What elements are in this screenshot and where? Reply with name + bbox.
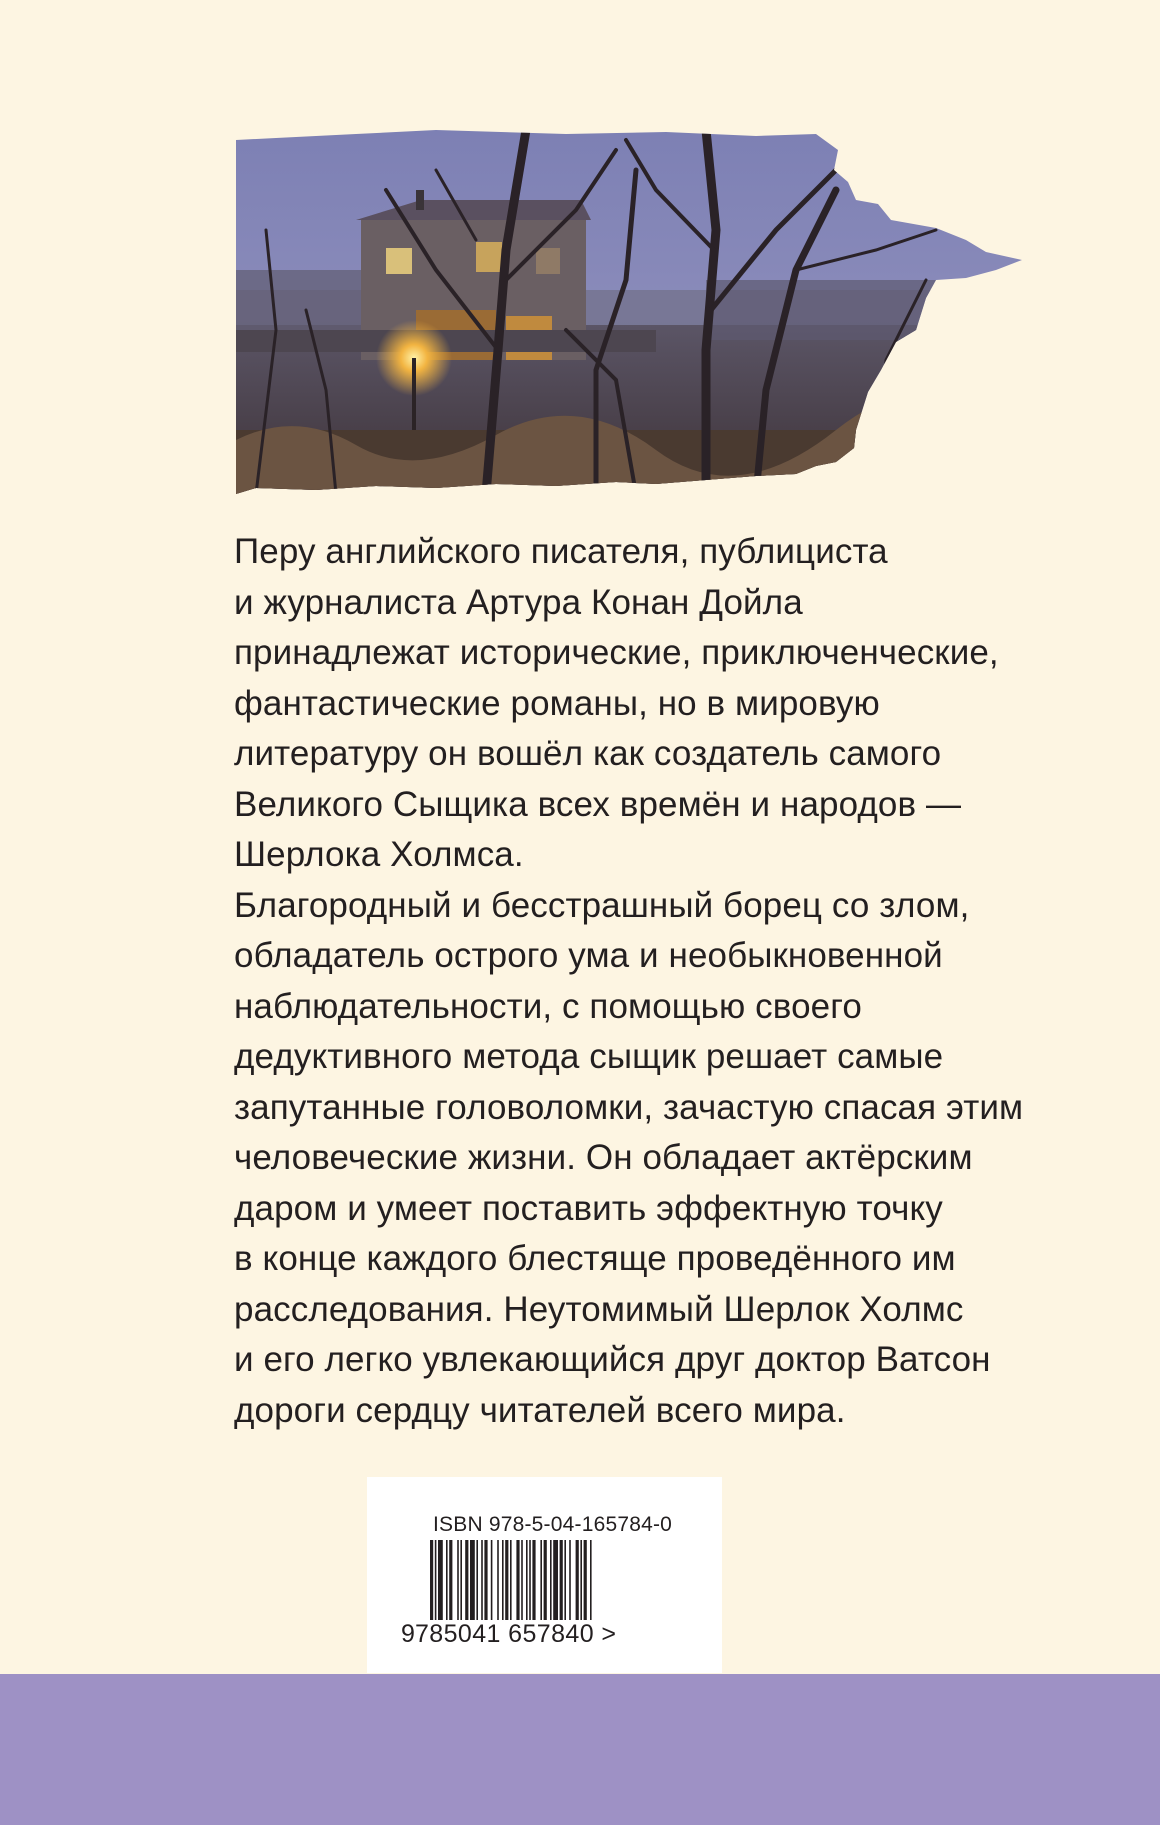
barcode-digits: 785041 657840 > — [415, 1620, 617, 1648]
blurb-line: в конце каждого блестяще проведённого им — [234, 1239, 956, 1278]
blurb-line: запутанные головоломки, зачастую спасая этим — [234, 1087, 1024, 1127]
blurb-line: литературу он вошёл как создатель самого — [234, 734, 942, 773]
isbn-barcode-block — [367, 1477, 722, 1673]
blurb-line: человеческие жизни. Он обладает актёрским — [234, 1138, 973, 1177]
blurb-line: дороги сердцу читателей всего мира. — [234, 1390, 846, 1430]
blurb-line: расследования. Неутомимый Шерлок Холмс — [234, 1289, 964, 1329]
blurb-line: обладатель острого ума и необыкновенной — [234, 936, 943, 975]
barcode-digits-row — [401, 1620, 618, 1649]
house-at-dusk-illustration — [236, 130, 1022, 494]
bottom-color-band — [0, 1674, 1160, 1825]
blurb-line: Перу английского писателя, публициста — [234, 532, 888, 571]
blurb-line: наблюдательности, с помощью своего — [234, 986, 862, 1026]
blurb-line: и его легко увлекающийся друг доктор Ватсон — [234, 1340, 991, 1379]
blurb-line: фантастические романы, но в мировую — [234, 683, 880, 723]
cover-illustration — [236, 130, 1022, 494]
blurb-line: Шерлока Холмса. — [234, 835, 524, 874]
back-cover-blurb — [234, 527, 1114, 1436]
blurb-line: Великого Сыщика всех времён и народов — — [234, 784, 962, 824]
barcode-first-digit: 9 — [401, 1620, 416, 1648]
blurb-line: даром и умеет поставить эффектную точку — [234, 1188, 943, 1228]
blurb-line: принадлежат исторические, приключенческие, — [234, 633, 999, 672]
blurb-line: дедуктивного метода сыщик решает самые — [234, 1037, 944, 1076]
isbn-label: ISBN 978-5-04-165784-0 — [433, 1513, 673, 1536]
blurb-paragraph-1 — [234, 527, 1114, 881]
blurb-line: и журналиста Артура Конан Дойла — [234, 582, 803, 622]
blurb-line: Благородный и бесстрашный борец со злом, — [234, 885, 970, 925]
blurb-paragraph-2 — [234, 881, 1114, 1437]
